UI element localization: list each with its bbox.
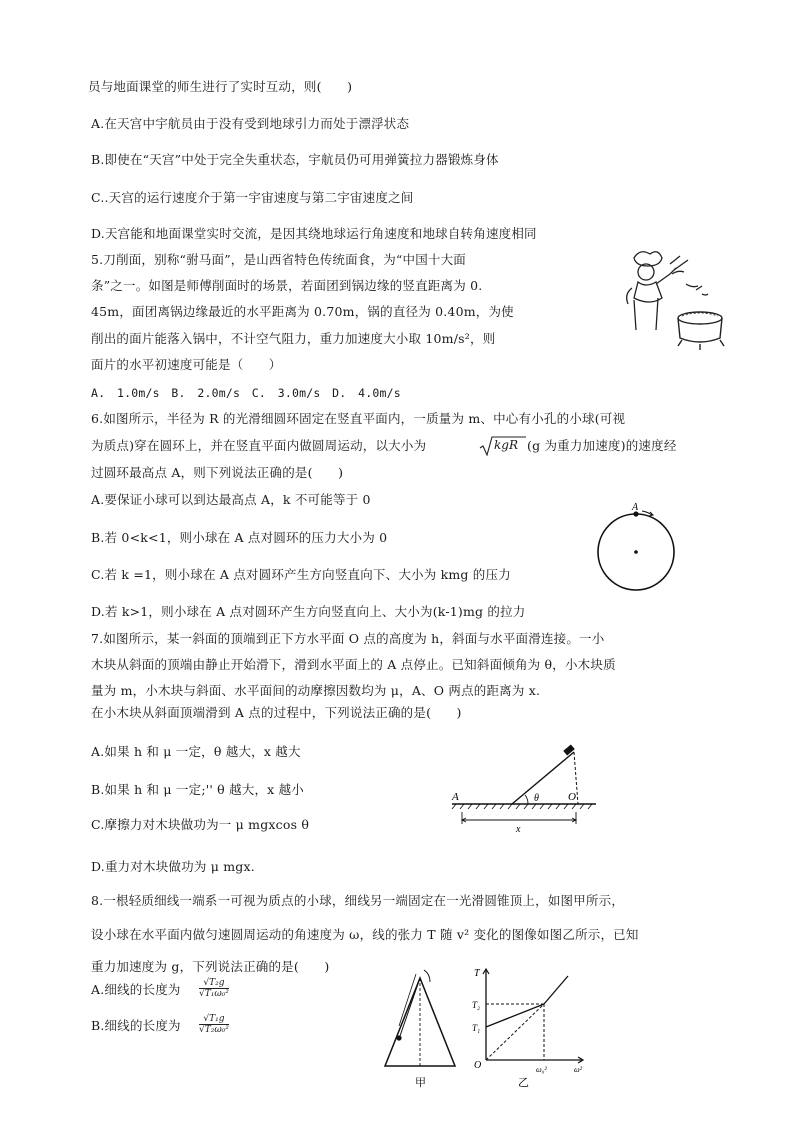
graph-caption: 乙 [518,1076,529,1089]
ring-label-a: A [632,502,639,513]
graph-label-t2: T₂ [472,1000,481,1010]
chef-illustration [612,244,732,354]
slope-label-o: O [568,791,576,803]
q7-option-a: A.如果 h 和 μ 一定，θ 越大，x 越大 [91,744,301,759]
q7-option-c: C.摩擦力对木块做功为一 μ mgxcos θ [91,817,310,832]
tension-graph [470,962,595,1116]
fraction-a-numerator: √T₂g [199,978,229,989]
graph-label-t1: T₁ [472,1023,481,1033]
slope-label-a: A [452,791,459,803]
graph-label-t: T [474,968,480,979]
q7-option-d: D.重力对木块做功为 μ mgx. [91,859,255,874]
q6-line-2: 为质点)穿在圆环上，并在竖直平面内做圆周运动，以大小为 [91,438,427,453]
q8-line-2: 设小球在水平面内做匀速圆周运动的角速度为 ω，线的张力 T 随 v² 变化的图像如图乙所示，已知 [91,927,639,942]
fraction-b-numerator: √T₁g [199,1014,229,1025]
sqrt-content: kgR [494,438,518,452]
q6-line-2-tail: (g 为重力加速度)的速度经 [527,438,677,453]
q6-option-c: C.若 k =1，则小球在 A 点对圆环产生方向竖直向下、大小为 kmg 的压力 [91,567,511,582]
ring-diagram [590,500,690,600]
q7-line-3: 量为 m，小木块与斜面、水平面间的动摩擦因数均为 μ，A、O 两点的距离为 x. [91,683,541,698]
option-c-tiangong: C..天宫的运行速度介于第一宇宙速度与第二宇宙速度之间 [91,190,414,205]
q8-option-a: A.细线的长度为 [91,982,181,997]
q8-line-3: 重力加速度为 g，下列说法正确的是( ) [91,959,330,974]
slope-label-x: x [516,824,521,834]
q8-line-1: 8.一根轻质细线一端系一可视为质点的小球，细线另一端固定在一光滑圆锥顶上，如图甲所示， [91,893,625,908]
line-1: 员与地面课堂的师生进行了实时互动，则( ) [88,79,353,94]
q6-option-d: D.若 k>1，则小球在 A 点对圆环产生方向竖直向上、大小为(k-1)mg 的拉力 [91,604,526,619]
q7-line-4: 在小木块从斜面顶端滑到 A 点的过程中，下列说法正确的是( ) [91,705,462,720]
slope-diagram [450,744,600,834]
q6-line-1: 6.如图所示，半径为 R 的光滑细圆环固定在竖直平面内，一质量为 m、中心有小孔的小球(可视 [91,411,626,426]
fraction-b [199,1014,229,1035]
q6-line-3: 过圆环最高点 A，则下列说法正确的是( ) [91,465,344,480]
q5-line-5: 面片的水平初速度可能是（ ） [91,357,282,372]
cone-diagram [375,966,465,1116]
graph-label-w: ω² [574,1065,583,1074]
fraction-a [199,978,229,999]
slope-label-theta: θ [534,793,539,804]
q7-line-2: 木块从斜面的顶端由静止开始滑下，滑到水平面上的 A 点停止。已知斜面倾角为 θ，小木块质 [91,657,616,672]
option-a-tiangong: A.在天宫中宇航员由于没有受到地球引力而处于漂浮状态 [91,116,410,131]
q7-option-b: B.如果 h 和 μ 一定;'' θ 越大，x 越小 [91,782,305,797]
q5-line-4: 削出的面片能落入锅中，不计空气阻力，重力加速度大小取 10m/s²，则 [91,331,496,346]
cone-label: 甲 [415,1076,426,1089]
q5-line-1: 5.刀削面，别称“驸马面”，是山西省特色传统面食，为“中国十大面 [91,252,466,267]
q6-option-a: A.要保证小球可以到达最高点 A，k 不可能等于 0 [91,492,371,507]
q8-option-b: B.细线的长度为 [91,1018,181,1033]
fraction-b-denominator: √T₂ω₀² [199,1025,229,1035]
q6-option-b: B.若 0<k<1，则小球在 A 点对圆环的压力大小为 0 [91,530,388,545]
option-b-tiangong: B.即使在“天宫”中处于完全失重状态，宇航员仍可用弹簧拉力器锻炼身体 [91,152,499,167]
graph-label-o: O [474,1060,482,1071]
q5-line-2: 条”之一。如图是师傅削面时的场景，若面团到锅边缘的竖直距离为 0. [91,278,483,293]
fraction-a-denominator: √T₁ω₀² [199,989,229,999]
q5-line-3: 45m，面团离锅边缘最近的水平距离为 0.70m，锅的直径为 0.40m，为使 [91,304,514,319]
option-d-tiangong: D.天宫能和地面课堂实时交流，是因其绕地球运行角速度和地球自转角速度相同 [91,226,537,241]
q5-options: A. 1.0m/s B. 2.0m/s C. 3.0m/s D. 4.0m/s [91,386,401,400]
q7-line-1: 7.如图所示，某一斜面的顶端到正下方水平面 O 点的高度为 h，斜面与水平面滑连接。一小 [91,631,605,646]
graph-label-w0: ω₀² [536,1065,547,1074]
